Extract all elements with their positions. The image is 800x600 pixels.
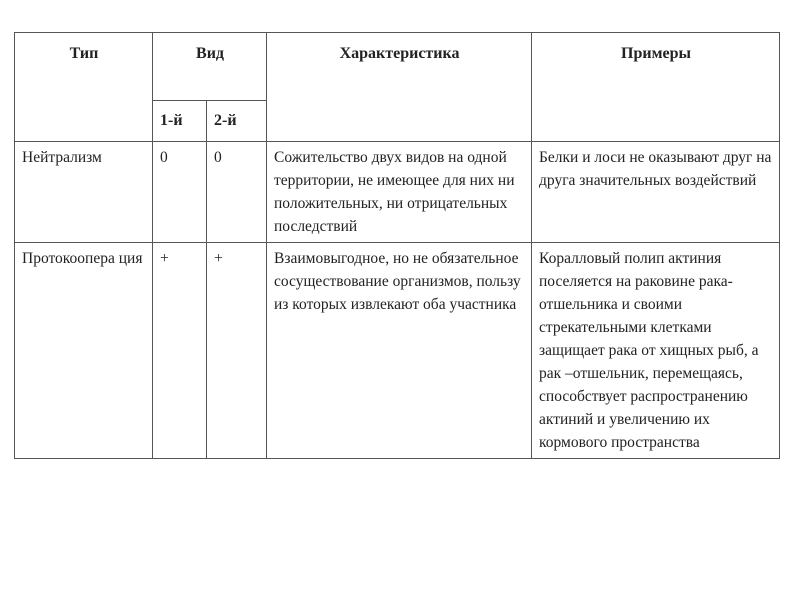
cell-type	[15, 243, 153, 459]
header-characteristic: Характеристика	[267, 33, 532, 142]
cell-type-text: Протокоопера ция	[22, 250, 143, 267]
cell-first-text: +	[160, 250, 169, 267]
cell-type-text: Нейтрализм	[22, 149, 102, 166]
cell-type	[15, 142, 153, 243]
cell-second	[207, 142, 267, 243]
cell-first-text: 0	[160, 149, 168, 166]
cell-examples-text: Коралловый полип актиния поселяется на раковине рака-отшельника и своими стрекательными клетками защищает рака от хищных рыб, а рак –отшельник, перемещаясь, способствует распространению актиний и увеличению их кормового пространства	[539, 250, 759, 451]
header-species-second: 2-й	[207, 101, 267, 142]
interaction-types-table-container	[14, 32, 780, 459]
cell-second	[207, 243, 267, 459]
header-species-first: 1-й	[153, 101, 207, 142]
table-row-protocooperation	[15, 243, 780, 459]
cell-characteristic-text: Сожительство двух видов на одной территории, не имеющее для них ни положительных, ни отрицательных последствий	[274, 149, 515, 235]
header-species: Вид	[153, 33, 267, 101]
cell-examples-text: Белки и лоси не оказывают друг на друга значительных воздействий	[539, 149, 772, 189]
table-row-neutralism	[15, 142, 780, 243]
cell-characteristic-text: Взаимовыгодное, но не обязательное сосуществование организмов, пользу из которых извлекают оба участника	[274, 250, 521, 313]
cell-characteristic	[267, 243, 532, 459]
header-type: Тип	[15, 33, 153, 142]
cell-first	[153, 142, 207, 243]
cell-second-text: 0	[214, 149, 222, 166]
cell-first	[153, 243, 207, 459]
header-examples: Примеры	[532, 33, 780, 142]
cell-examples	[532, 142, 780, 243]
header-row	[15, 33, 780, 101]
cell-characteristic	[267, 142, 532, 243]
cell-second-text: +	[214, 250, 223, 267]
cell-examples	[532, 243, 780, 459]
interaction-types-table	[14, 32, 780, 459]
